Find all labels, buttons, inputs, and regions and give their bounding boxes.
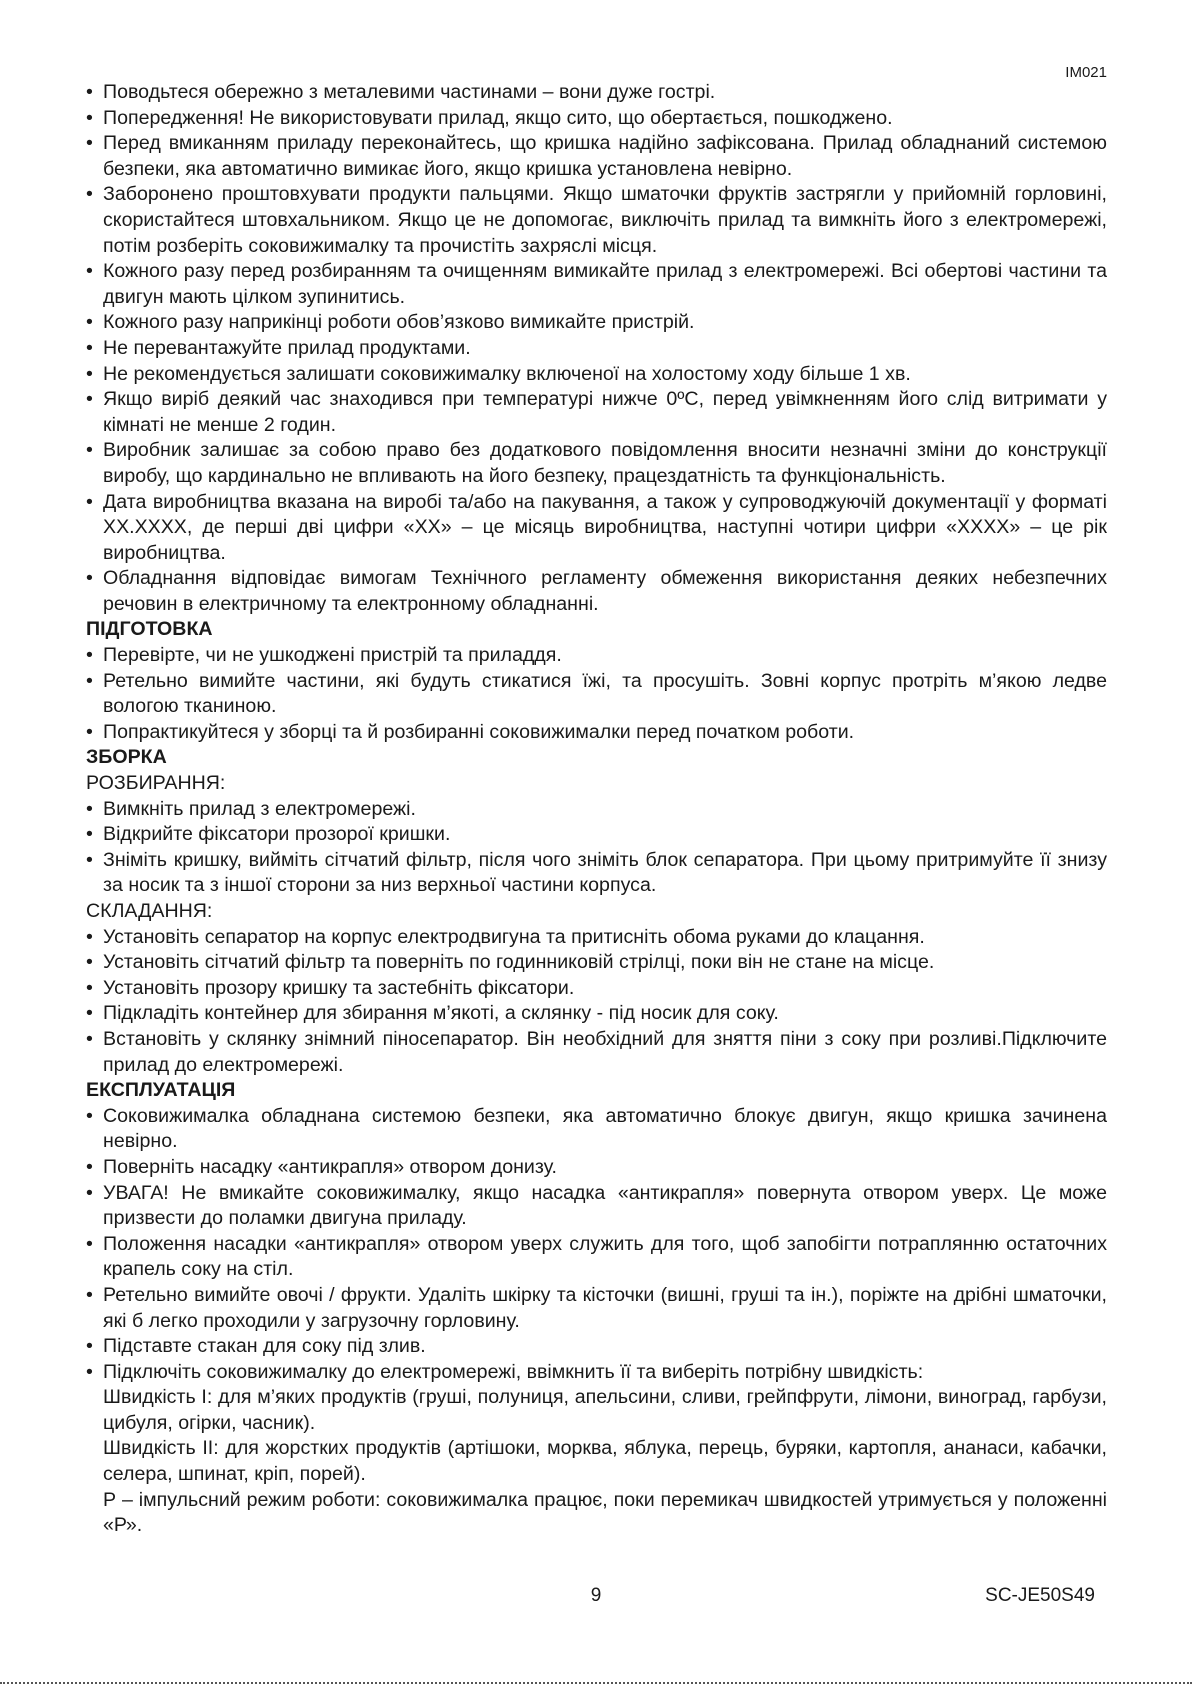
- list-item: • Перевірте, чи не ушкоджені пристрій та приладдя.: [86, 643, 1107, 669]
- list-item: • Установіть сепаратор на корпус електродвигуна та притисніть обома руками до клацання.: [86, 925, 1107, 951]
- list-item: • Обладнання відповідає вимогам Технічного регламенту обмеження використання деяких небезпечних речовин в електричному та електронному обладнанні.: [86, 566, 1107, 617]
- disassembly-subheading: РОЗБИРАННЯ:: [86, 772, 226, 795]
- operation-heading: ЕКСПЛУАТАЦІЯ: [86, 1079, 236, 1102]
- manual-content: [86, 80, 1107, 1539]
- list-item: • Виробник залишає за собою право без додаткового повідомлення вносити незначні зміни до конструкції виробу, що кардинально не впливають на його безпеку, працездатність та функціональність.: [86, 438, 1107, 489]
- list-item: • Вимкніть прилад з електромережі.: [86, 797, 1107, 823]
- list-item: • Підключіть соковижималку до електромережі, ввімкнить її та виберіть потрібну швидкість:: [86, 1360, 1107, 1386]
- list-item: • Поводьтеся обережно з металевими частинами – вони дуже гострі.: [86, 80, 1107, 106]
- list-item: • Кожного разу наприкінці роботи обов’язково вимикайте пристрій.: [86, 310, 1107, 336]
- list-item: • Зніміть кришку, вийміть сітчатий фільтр, після чого зніміть блок сепаратора. При цьому притримуйте її знизу за носик та з іншої сторони за низ верхньої частини корпуса.: [86, 848, 1107, 899]
- list-item: • Не перевантажуйте прилад продуктами.: [86, 336, 1107, 362]
- list-item: • Відкрийте фіксатори прозорої кришки.: [86, 822, 1107, 848]
- list-item: • Дата виробництва вказана на виробі та/або на пакування, а також у супроводжуючій документації у форматі XX.XXXX, де перші дві цифри «XX» – це місяць виробництва, наступні чотири цифри «XXXX» – це рік виробництва.: [86, 490, 1107, 567]
- list-item: • Положення насадки «антикрапля» отвором уверх служить для того, щоб запобігти потраплянню остаточних крапель соку на стіл.: [86, 1232, 1107, 1283]
- page-number: 9: [590, 1585, 602, 1606]
- list-item: • Установіть прозору кришку та застебніть фіксатори.: [86, 976, 1107, 1002]
- preparation-list: [86, 643, 1107, 745]
- list-item: • Ретельно вимийте частини, які будуть стикатися їжі, та просушіть. Зовні корпус протріть м’якою ледве вологою тканиною.: [86, 669, 1107, 720]
- list-item: • Соковижималка обладнана системою безпеки, яка автоматично блокує двигун, якщо кришка зачинена невірно.: [86, 1104, 1107, 1155]
- list-item: • Перед вмиканням приладу переконайтесь, що кришка надійно зафіксована. Прилад обладнаний системою безпеки, яка автоматично вимикає його, якщо кришка установлена невірно.: [86, 131, 1107, 182]
- speed-one-text: Швидкість І: для м’яких продуктів (груші, полуниця, апельсини, сливи, грейпфрути, лімони, виноград, гарбузи, цибуля, огірки, часник).: [103, 1386, 1107, 1434]
- assembling-list: [86, 925, 1107, 1079]
- list-item: • Підставте стакан для соку під злив.: [86, 1334, 1107, 1360]
- list-item: • Ретельно вимийте овочі / фрукти. Удаліть шкірку та кісточки (вишні, груші та ін.), поріжте на дрібні шматочки, які б легко проходили у загрузочну горловину.: [86, 1283, 1107, 1334]
- list-item: • УВАГА! Не вмикайте соковижималку, якщо насадка «антикрапля» повернута отвором уверх. Це може призвести до поламки двигуна приладу.: [86, 1181, 1107, 1232]
- list-item: • Поверніть насадку «антикрапля» отвором донизу.: [86, 1155, 1107, 1181]
- disassembly-list: [86, 797, 1107, 899]
- list-item: • Попрактикуйтеся у зборці та й розбиранні соковижималки перед початком роботи.: [86, 720, 1107, 746]
- bottom-divider: [0, 1682, 1192, 1684]
- speed-two-text: Швидкість ІІ: для жорстких продуктів (артішоки, морква, яблука, перець, буряки, картопля, ананаси, кабачки, селера, шпинат, кріп, порей).: [103, 1437, 1107, 1486]
- list-item: • Якщо виріб деякий час знаходився при температурі нижче 0ºC, перед увімкненням його слід витримати у кімнаті не менше 2 годин.: [86, 387, 1107, 438]
- operation-list: [86, 1104, 1107, 1539]
- list-item: • Заборонено проштовхувати продукти пальцями. Якщо шматочки фруктів застрягли у прийомній горловині, скористайтеся штовхальником. Якщо це не допомогає, виключіть прилад та вимкніть його з електромережі, потім розберіть соковижималку та прочистіть захряслі місця.: [86, 182, 1107, 259]
- assembling-subheading: СКЛАДАННЯ:: [86, 900, 213, 922]
- pulse-mode-text: Р – імпульсний режим роботи: соковижималка працює, поки перемикач швидкостей утримується у положенні «Р».: [103, 1488, 1107, 1537]
- preparation-heading: ПІДГОТОВКА: [86, 618, 213, 641]
- list-item: • Кожного разу перед розбиранням та очищенням вимикайте прилад з електромережі. Всі обертові частини та двигун мають цілком зупинитись.: [86, 259, 1107, 310]
- assembly-heading: ЗБОРКА: [86, 746, 167, 769]
- model-number: SC-JE50S49: [985, 1585, 1095, 1606]
- safety-list: [86, 80, 1107, 617]
- list-item: • Попередження! Не використовувати прилад, якщо сито, що обертається, пошкоджено.: [86, 106, 1107, 132]
- list-item: • Встановіть у склянку знімний піносепаратор. Він необхідний для зняття піни з соку при розливі.Підключите прилад до електромережі.: [86, 1027, 1107, 1078]
- document-code: IM021: [1065, 64, 1107, 81]
- list-item: • Підкладіть контейнер для збирання м’якоті, а склянку - під носик для соку.: [86, 1001, 1107, 1027]
- list-item: • Установіть сітчатий фільтр та поверніть по годинниковій стрілці, поки він не стане на місце.: [86, 950, 1107, 976]
- list-item: • Не рекомендується залишати соковижималку включеної на холостому ходу більше 1 хв.: [86, 362, 1107, 388]
